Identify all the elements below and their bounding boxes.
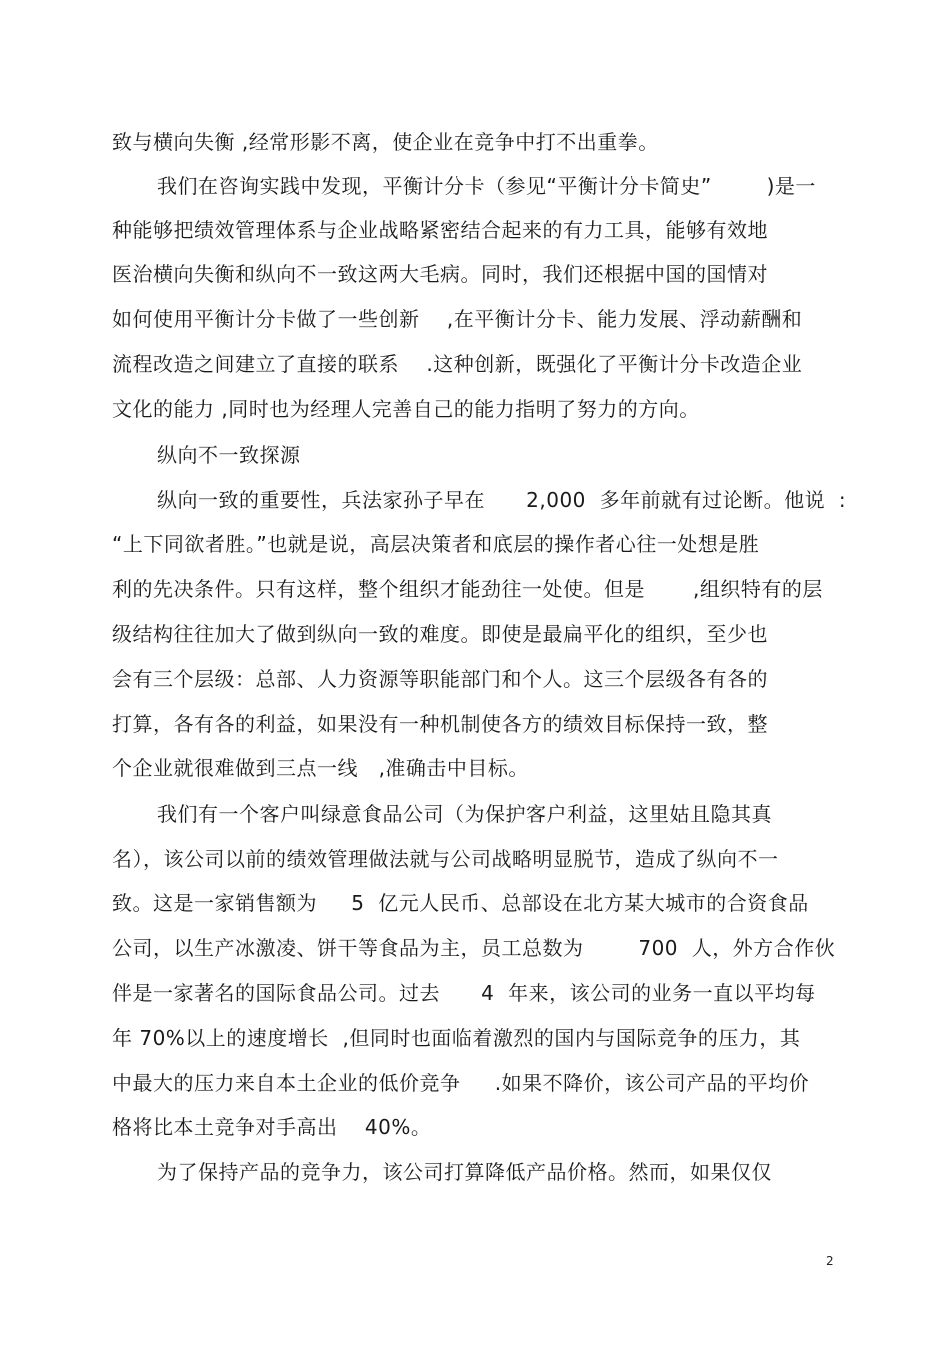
- text-line: 公司，以生产冰激凌、饼干等食品为主，员工总数为 700 人，外方合作伙: [112, 936, 836, 960]
- text-line: 我们在咨询实践中发现，平衡计分卡（参见“平衡计分卡简史” )是一: [157, 174, 816, 198]
- text-line: 年 70%以上的速度增长 ,但同时也面临着激烈的国内与国际竞争的压力，其: [112, 1026, 801, 1050]
- text-line: 个企业就很难做到三点一线 ,准确击中目标。: [112, 756, 529, 780]
- text-line: 格将比本土竞争对手高出 40%。: [112, 1115, 432, 1139]
- section-heading: 纵向不一致探源: [157, 443, 301, 467]
- text-line: 致。这是一家销售额为 5 亿元人民币、总部设在北方某大城市的合资食品: [112, 891, 809, 915]
- text-line: 我们有一个客户叫绿意食品公司（为保护客户利益，这里姑且隐其真: [157, 802, 772, 826]
- text-line: 中最大的压力来自本土企业的低价竞争 .如果不降价，该公司产品的平均价: [112, 1071, 810, 1095]
- text-line: 伴是一家著名的国际食品公司。过去 4 年来，该公司的业务一直以平均每: [112, 981, 816, 1005]
- text-line: 级结构往往加大了做到纵向一致的难度。即使是最扁平化的组织，至少也: [112, 622, 768, 646]
- text-line: 纵向一致的重要性，兵法家孙子早在 2,000 多年前就有过论断。他说 :: [157, 488, 847, 512]
- text-line: 名），该公司以前的绩效管理做法就与公司战略明显脱节，造成了纵向不一: [112, 847, 779, 871]
- text-line: 如何使用平衡计分卡做了一些创新 ,在平衡计分卡、能力发展、浮动薪酬和: [112, 307, 803, 331]
- text-line: 致与横向失衡 ,经常形影不离，使企业在竞争中打不出重拳。: [112, 130, 659, 154]
- text-line: 为了保持产品的竞争力，该公司打算降低产品价格。然而，如果仅仅: [157, 1160, 772, 1184]
- text-line: 打算，各有各的利益，如果没有一种机制使各方的绩效目标保持一致，整: [112, 712, 768, 736]
- text-line: 流程改造之间建立了直接的联系 .这种创新，既强化了平衡计分卡改造企业: [112, 352, 803, 376]
- text-line: 利的先决条件。只有这样，整个组织才能劲往一处使。但是 ,组织特有的层: [112, 577, 823, 601]
- text-line: 文化的能力 ,同时也为经理人完善自己的能力指明了努力的方向。: [112, 397, 700, 421]
- page-number: 2: [826, 1254, 834, 1268]
- text-line: “上下同欲者胜。”也就是说，高层决策者和底层的操作者心往一处想是胜: [112, 532, 760, 556]
- text-line: 会有三个层级：总部、人力资源等职能部门和个人。这三个层级各有各的: [112, 667, 768, 691]
- text-line: 种能够把绩效管理体系与企业战略紧密结合起来的有力工具，能够有效地: [112, 218, 768, 242]
- text-line: 医治横向失衡和纵向不一致这两大毛病。同时，我们还根据中国的国情对: [112, 262, 768, 286]
